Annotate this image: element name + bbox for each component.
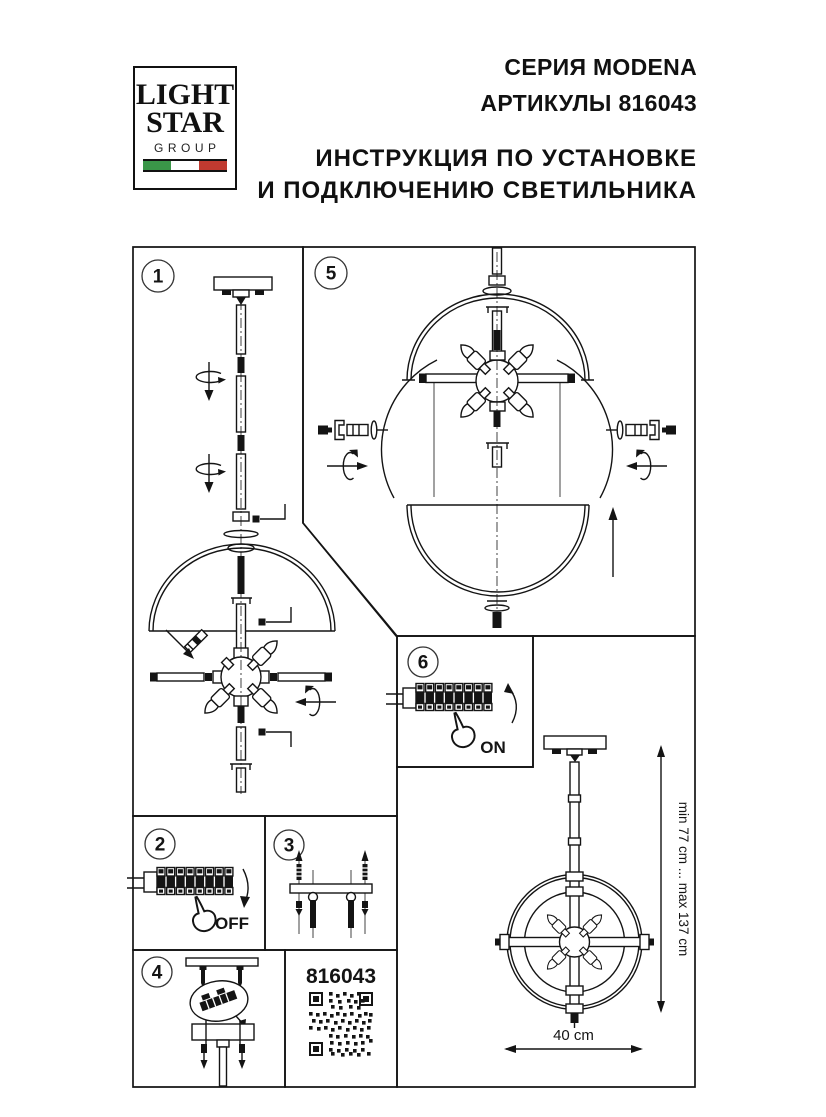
qr-code bbox=[309, 992, 373, 1057]
step-4-number: 4 bbox=[151, 962, 163, 984]
step-1-number: 1 bbox=[152, 266, 164, 288]
allen-key-icon bbox=[259, 607, 292, 626]
side-screw-assembly bbox=[606, 421, 676, 440]
width-dimension bbox=[504, 1027, 643, 1053]
step-5-shade-assembly-drawing bbox=[318, 248, 676, 630]
hand-icon bbox=[444, 709, 477, 750]
logo-text-star: STAR bbox=[146, 105, 224, 139]
step-3-mounting-bracket-drawing bbox=[290, 850, 372, 938]
breaker-off-label: OFF bbox=[215, 914, 249, 933]
bulb-socket-arm bbox=[246, 682, 282, 718]
step-2-breaker-off-drawing bbox=[127, 868, 250, 935]
step-2-number: 2 bbox=[154, 834, 166, 856]
assembled-lamp-drawing bbox=[495, 736, 691, 1053]
instruction-title-line2: И ПОДКЛЮЧЕНИЮ СВЕТИЛЬНИКА bbox=[257, 176, 697, 204]
bulb-socket-arm bbox=[502, 340, 538, 376]
step-6-number: 6 bbox=[417, 652, 429, 674]
panel-5-outline bbox=[303, 247, 695, 636]
series-title: СЕРИЯ MODENA bbox=[504, 54, 697, 80]
circuit-breaker-icon bbox=[127, 868, 233, 895]
logo-text-light: LIGHT bbox=[135, 78, 235, 111]
step-5-number: 5 bbox=[325, 263, 337, 285]
bulb-socket-arm bbox=[544, 945, 571, 972]
step-4-canopy-wiring-drawing bbox=[186, 958, 258, 1086]
height-dimension bbox=[657, 745, 691, 1013]
bulb-socket-arm bbox=[246, 636, 282, 672]
bulb-socket-arm bbox=[544, 912, 571, 939]
rotation-arrow-icon bbox=[295, 686, 336, 716]
step-3-number: 3 bbox=[283, 835, 295, 857]
step-6-breaker-on-drawing bbox=[386, 683, 516, 757]
width-label: 40 cm bbox=[553, 1027, 594, 1044]
bulb-socket-arm bbox=[200, 682, 236, 718]
allen-key-icon bbox=[259, 729, 292, 748]
bulb-socket-arm bbox=[456, 340, 492, 376]
bulb-socket-arm bbox=[578, 945, 605, 972]
hand-icon bbox=[185, 893, 218, 934]
bulb-socket-arm bbox=[456, 386, 492, 422]
screw-rotation-icon bbox=[196, 362, 226, 401]
screw-rotation-icon bbox=[196, 454, 226, 493]
instruction-title-line1: ИНСТРУКЦИЯ ПО УСТАНОВКЕ bbox=[315, 145, 697, 172]
rotation-arrow-icon bbox=[626, 450, 667, 480]
bulb-socket-arm bbox=[578, 912, 605, 939]
logo-text-group: GROUP bbox=[153, 140, 221, 155]
article-qr-cell bbox=[306, 965, 376, 1057]
rotation-arrow-icon bbox=[327, 450, 368, 480]
bulb-socket-arm bbox=[502, 386, 538, 422]
side-screw-assembly bbox=[318, 421, 388, 440]
step-1-rod-assembly-drawing bbox=[149, 277, 336, 794]
articles-title: АРТИКУЛЫ 816043 bbox=[480, 90, 697, 116]
breaker-on-label: ON bbox=[480, 738, 506, 757]
circuit-breaker-icon bbox=[386, 684, 492, 711]
allen-key-icon bbox=[253, 504, 286, 523]
article-number-text: 816043 bbox=[305, 965, 377, 988]
height-range-label: min 77 cm ... max 137 cm bbox=[676, 801, 691, 957]
